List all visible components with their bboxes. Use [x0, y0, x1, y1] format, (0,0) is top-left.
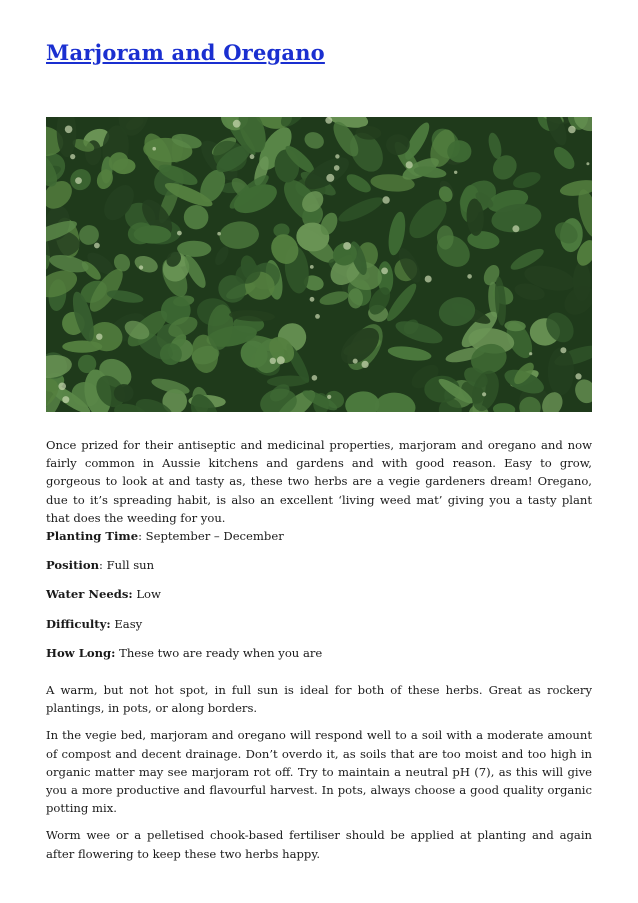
field-separator: : — [99, 558, 107, 573]
field-label: Difficulty: — [46, 616, 111, 631]
field-label: Position — [46, 558, 99, 573]
field-label: Water Needs: — [46, 587, 133, 602]
how-long-field — [46, 644, 592, 662]
field-value: Easy — [114, 616, 143, 631]
field-value: September – December — [145, 529, 284, 544]
difficulty-field — [46, 615, 592, 633]
position-field — [46, 556, 592, 574]
foliage-illustration — [46, 117, 592, 412]
field-label: Planting Time — [46, 529, 139, 544]
field-value: Low — [136, 587, 161, 602]
intro-paragraph: Once prized for their antiseptic and medicinal properties, marjoram and oregano and now fairly common in Aussie kitchens and gardens and with good reason. Easy to grow, gorgeous to look at and tasty as, these two herbs are a vegie gardeners dream! Oregano, due to it’s spreading habit, is also an excellent ‘living weed mat’ giving you a tasty plant that does the weeding for you. — [46, 438, 592, 525]
field-label: How Long: — [46, 645, 116, 660]
page-title[interactable]: Marjoram and Oregano — [46, 40, 325, 65]
body-paragraph: Worm wee or a pelletised chook-based fertiliser should be applied at planting and again after flowering to keep these two herbs happy. — [46, 828, 592, 861]
article-body — [46, 436, 592, 863]
field-separator: : — [138, 529, 146, 544]
oregano-plants-photo — [46, 117, 592, 412]
field-value: Full sun — [106, 558, 155, 573]
water-needs-field — [46, 585, 592, 603]
body-paragraph: A warm, but not hot spot, in full sun is ideal for both of these herbs. Great as rockery plantings, in pots, or along borders. — [46, 683, 592, 716]
planting-time-field — [46, 527, 592, 545]
field-value: These two are ready when you are — [119, 645, 323, 660]
body-paragraph: In the vegie bed, marjoram and oregano will respond well to a soil with a moderate amount of compost and decent drainage. Don’t overdo it, as soils that are too moist and too high in organic matter may see marjoram rot off. Try to maintain a neutral pH (7), as this will give you a more productive and flavourful harvest. In pots, always choose a good quality organic potting mix. — [46, 728, 592, 816]
